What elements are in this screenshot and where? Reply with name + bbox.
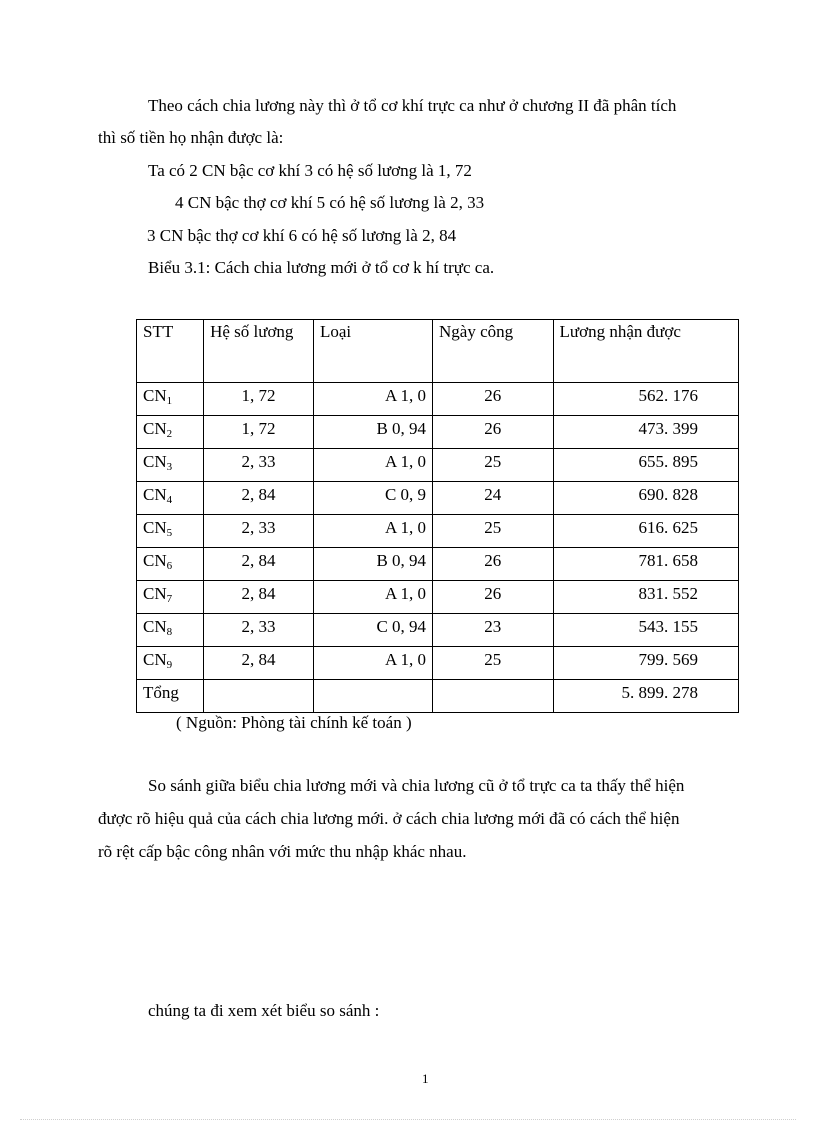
cell-stt-text: CN [143,584,167,603]
cell-stt [137,581,204,614]
item-line-1: Ta có 2 CN bậc cơ khí 3 có hệ số lương là 1, 72 [148,161,472,180]
cell-stt-subscript: 4 [166,494,173,506]
cell-stt-subscript: 2 [166,428,173,440]
cell-wage: 831. 552 [553,581,738,614]
cell-days: 23 [433,614,553,647]
table-row [137,614,739,647]
page-number: 1 [422,1071,429,1086]
cell-type: A 1, 0 [314,581,433,614]
cell-stt-subscript: 9 [166,659,173,671]
header-days: Ngày công [433,320,553,383]
cell-wage: 655. 895 [553,449,738,482]
wage-table [136,319,739,713]
conclusion-line-3: rõ rệt cấp bậc công nhân với mức thu nhập khác nhau. [98,842,467,861]
cell-stt-text: CN [143,518,167,537]
cell-wage: 562. 176 [553,383,738,416]
table-row [137,581,739,614]
cell-wage: 473. 399 [553,416,738,449]
header-type: Loại [314,320,433,383]
cell-stt-subscript: 6 [166,560,173,572]
cell-stt-text: CN [143,452,167,471]
header-stt: STT [137,320,204,383]
conclusion-line-2: được rõ hiệu quả của cách chia lương mới. ở cách chia lương mới đã có cách thể hiện [98,809,680,828]
cell-coefficient: 2, 84 [204,647,314,680]
total-empty-coefficient [204,680,314,713]
table-row [137,548,739,581]
cell-stt [137,416,204,449]
cell-stt-subscript: 1 [166,395,173,407]
conclusion-line-1: So sánh giữa biểu chia lương mới và chia lương cũ ở tổ trực ca ta thấy thể hiện [148,776,685,795]
cell-stt-text: CN [143,650,167,669]
header-wage: Lương nhận được [553,320,738,383]
header-coefficient: Hệ số lương [204,320,314,383]
cell-coefficient: 2, 84 [204,548,314,581]
cell-stt-text: CN [143,551,167,570]
total-label: Tổng [137,680,204,713]
table-header-row [137,320,739,383]
cell-coefficient: 2, 33 [204,614,314,647]
cell-stt [137,515,204,548]
cell-stt-subscript: 8 [166,626,173,638]
cell-type: B 0, 94 [314,548,433,581]
next-section-line: chúng ta đi xem xét biểu so sánh : [148,1001,380,1020]
item-line-2: 4 CN bậc thợ cơ khí 5 có hệ số lương là 2, 33 [175,193,485,212]
cell-days: 25 [433,449,553,482]
cell-wage: 690. 828 [553,482,738,515]
table-row [137,449,739,482]
cell-type: C 0, 9 [314,482,433,515]
cell-stt-subscript: 5 [166,527,173,539]
cell-days: 26 [433,581,553,614]
cell-coefficient: 2, 84 [204,581,314,614]
cell-stt [137,449,204,482]
source-note: ( Nguồn: Phòng tài chính kế toán ) [176,713,412,732]
table-row [137,515,739,548]
cell-type: C 0, 94 [314,614,433,647]
cell-stt-text: CN [143,386,167,405]
cell-days: 26 [433,548,553,581]
cell-coefficient: 1, 72 [204,416,314,449]
total-wage: 5. 899. 278 [553,680,738,713]
intro-line-1: Theo cách chia lương này thì ở tổ cơ khí trực ca như ở chương II đã phân tích [148,96,677,115]
table-row [137,482,739,515]
cell-type: A 1, 0 [314,515,433,548]
table-caption: Biểu 3.1: Cách chia lương mới ở tổ cơ k hí trực ca. [148,258,495,277]
total-empty-days [433,680,553,713]
table-row [137,416,739,449]
table-total-row [137,680,739,713]
cell-wage: 543. 155 [553,614,738,647]
table-row [137,383,739,416]
cell-type: B 0, 94 [314,416,433,449]
cell-days: 26 [433,416,553,449]
cell-stt [137,383,204,416]
cell-type: A 1, 0 [314,647,433,680]
cell-stt [137,647,204,680]
cell-days: 26 [433,383,553,416]
cell-stt [137,548,204,581]
cell-coefficient: 2, 33 [204,449,314,482]
cell-stt-subscript: 7 [166,593,173,605]
cell-coefficient: 2, 84 [204,482,314,515]
cell-type: A 1, 0 [314,383,433,416]
table-row [137,647,739,680]
cell-coefficient: 1, 72 [204,383,314,416]
cell-stt-subscript: 3 [166,461,173,473]
cell-days: 25 [433,515,553,548]
item-line-3: 3 CN bậc thợ cơ khí 6 có hệ số lương là 2, 84 [147,226,457,245]
cell-stt-text: CN [143,617,167,636]
cell-days: 25 [433,647,553,680]
cell-stt-text: CN [143,485,167,504]
total-empty-type [314,680,433,713]
intro-line-2: thì số tiền họ nhận được là: [98,128,284,147]
cell-days: 24 [433,482,553,515]
cell-stt [137,614,204,647]
cell-type: A 1, 0 [314,449,433,482]
cell-wage: 799. 569 [553,647,738,680]
cell-coefficient: 2, 33 [204,515,314,548]
cell-wage: 616. 625 [553,515,738,548]
footer-divider [20,1119,796,1120]
cell-stt [137,482,204,515]
cell-stt-text: CN [143,419,167,438]
cell-wage: 781. 658 [553,548,738,581]
